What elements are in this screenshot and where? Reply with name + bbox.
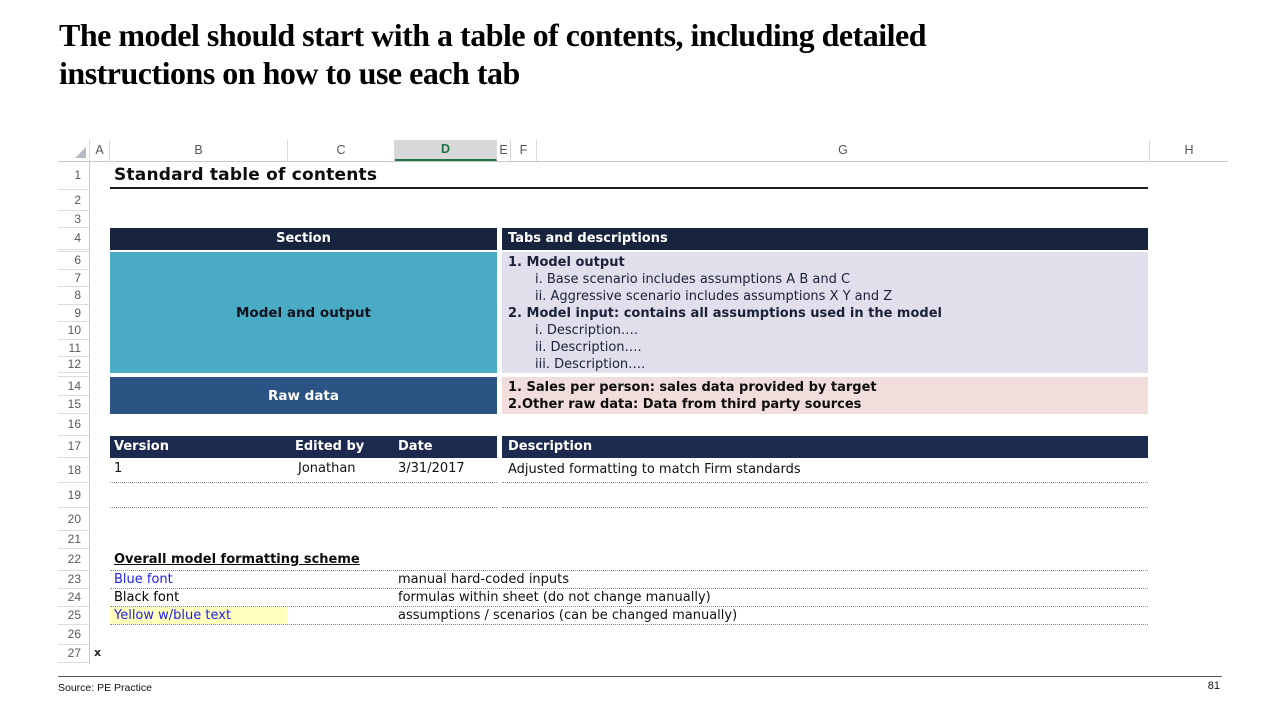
column-header-c: C [288,140,395,161]
toc-item: 1. Model output [508,255,625,270]
date-value: 3/31/2017 [398,461,465,476]
toc-tabs-header: Tabs and descriptions [502,228,1148,250]
formatting-scheme-row [110,571,1148,589]
row-number: 25 [58,607,89,625]
slide-title-line2: instructions on how to use each tab [59,55,520,91]
version-row [110,458,497,483]
column-header-f: F [511,140,537,161]
toc-section-model-and-output: Model and output [110,252,497,373]
row-number: 20 [58,508,89,531]
toc-item: 2.Other raw data: Data from third party sources [508,397,862,412]
date-col-header: Date [398,439,433,454]
toc-item: ii. Description…. [535,340,642,355]
column-header-d-selected: D [395,140,497,161]
row-number: 16 [58,414,89,436]
formatting-scheme-title: Overall model formatting scheme [114,552,360,567]
select-all-corner [58,140,90,161]
toc-section-raw-data: Raw data [110,377,497,414]
sheet-title-underline [110,187,1148,189]
row-number: 21 [58,531,89,549]
scheme-desc: assumptions / scenarios (can be changed manually) [398,608,738,623]
row-number: 4 [58,228,89,250]
row-number: 23 [58,571,89,589]
toc-section-header: Section [110,228,497,250]
column-header-row [58,140,1228,162]
description-value: Adjusted formatting to match Firm standards [502,458,1148,483]
row-number: 7 [58,270,89,287]
select-all-triangle-icon [75,147,86,158]
page-number: 81 [1207,680,1220,692]
toc-item: ii. Aggressive scenario includes assumptions X Y and Z [535,289,893,304]
description-col-header: Description [502,436,1148,458]
column-header-g: G [537,140,1150,161]
formatting-scheme-row [110,589,1148,607]
row-number: 14 [58,377,89,396]
toc-item: iii. Description…. [535,357,646,372]
column-header-h: H [1184,143,1194,157]
edited-by-col-header: Edited by [295,439,365,454]
row-number: 18 [58,458,89,483]
toc-item: 2. Model input: contains all assumptions used in the model [508,306,942,321]
scheme-desc: formulas within sheet (do not change manually) [398,590,711,605]
row-number: 9 [58,305,89,322]
row-number: 10 [58,322,89,340]
description-row-empty [502,483,1148,508]
version-table-header [110,436,497,458]
column-header-a: A [90,140,110,161]
version-col-header: Version [114,439,169,454]
row-number-gutter [58,162,90,664]
row-number: 19 [58,483,89,508]
toc-item: i. Base scenario includes assumptions A B and C [535,272,851,287]
edited-by-value: Jonathan [298,461,356,476]
row-number: 3 [58,211,89,228]
column-header-b: B [110,140,288,161]
row-number: 12 [58,357,89,373]
formatting-scheme-title-row [110,549,1148,571]
toc-model-descriptions [502,252,1148,373]
scheme-label-blue-font: Blue font [114,572,173,587]
formatting-scheme-row [110,607,1148,625]
slide-title-line1: The model should start with a table of contents, including detailed [59,17,927,53]
row-number: 2 [58,190,89,211]
footer-source: Source: PE Practice [58,682,152,694]
toc-item: i. Description…. [535,323,639,338]
sheet-title: Standard table of contents [114,165,378,185]
toc-raw-descriptions [502,377,1148,414]
cell-a27: x [94,646,102,659]
slide-title [59,16,926,92]
scheme-label-black-font: Black font [114,590,180,605]
row-number: 27 [58,645,89,663]
row-number: 26 [58,625,89,645]
scheme-label-yellow-blue: Yellow w/blue text [114,608,232,623]
row-number: 15 [58,396,89,414]
version-row-empty [110,483,497,508]
version-value: 1 [114,461,123,476]
toc-item: 1. Sales per person: sales data provided by target [508,380,877,395]
row-number: 17 [58,436,89,458]
spreadsheet [58,140,1228,664]
footer-divider [58,676,1222,677]
row-number: 11 [58,340,89,357]
row-number: 1 [58,162,89,190]
row-number: 22 [58,549,89,571]
column-header-e: E [497,140,511,161]
scheme-desc: manual hard-coded inputs [398,572,570,587]
row-number: 8 [58,287,89,305]
row-number: 24 [58,589,89,607]
row-number: 6 [58,252,89,270]
